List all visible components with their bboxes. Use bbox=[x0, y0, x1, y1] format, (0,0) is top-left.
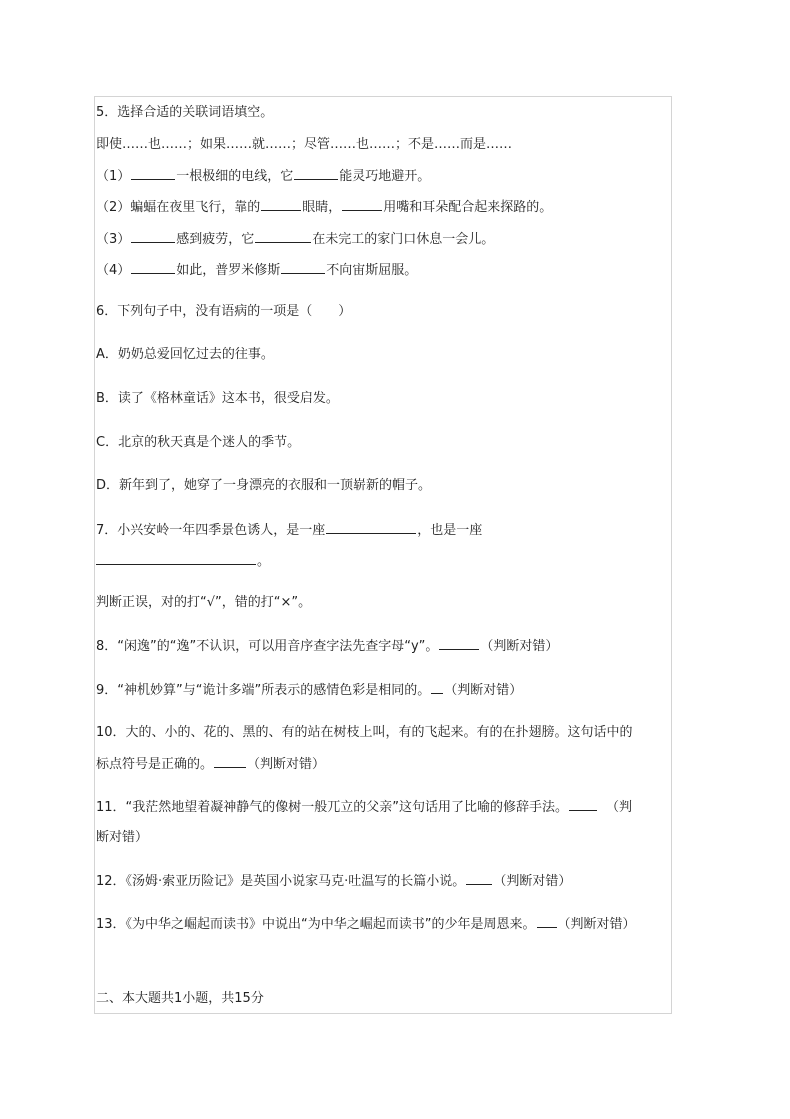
q5-word-bank: 即使……也……；如果……就……；尽管……也……；不是……而是…… bbox=[96, 137, 513, 152]
q5-item-4: （4） 如此，普罗米修斯 不向宙斯屈服。 bbox=[96, 263, 418, 278]
blank[interactable] bbox=[131, 167, 175, 180]
q8: 8．“闲逸”的“逸”不认识，可以用音序查字法先查字母“y”。 （判断对错） bbox=[96, 639, 559, 654]
q6-title: 6．下列句子中，没有语病的一项是（ ） bbox=[96, 304, 352, 319]
blank[interactable] bbox=[466, 872, 492, 885]
blank[interactable] bbox=[326, 521, 416, 534]
q7-line-2: 。 bbox=[96, 552, 270, 571]
blank[interactable] bbox=[294, 167, 338, 180]
q5-item-3: （3） 感到疲劳，它 在未完工的家门口休息一会儿。 bbox=[96, 232, 495, 247]
q12: 12．《汤姆·索亚历险记》是英国小说家马克·吐温写的长篇小说。 （判断对错） bbox=[96, 874, 572, 889]
blank[interactable] bbox=[255, 230, 311, 243]
blank[interactable] bbox=[439, 637, 479, 650]
blank[interactable] bbox=[96, 552, 256, 565]
q10-line-1: 10．大的、小的、花的、黑的、有的站在树枝上叫，有的飞起来。有的在扑翅膀。这句话中的 bbox=[96, 725, 633, 740]
blank[interactable] bbox=[261, 198, 301, 211]
q11-line-2: 断对错） bbox=[96, 830, 149, 845]
q7-line-1: 7．小兴安岭一年四季景色诱人，是一座 ，也是一座 bbox=[96, 523, 483, 538]
q5-item-1: （1） 一根极细的电线，它 能灵巧地避开。 bbox=[96, 169, 431, 184]
q11-line-1: 11．“我茫然地望着凝神静气的像树一般兀立的父亲”这句话用了比喻的修辞手法。 （判 bbox=[96, 800, 633, 815]
judge-heading: 判断正误，对的打“√”，错的打“×”。 bbox=[96, 595, 312, 610]
q9: 9．“神机妙算”与“诡计多端”所表示的感情色彩是相同的。 （判断对错） bbox=[96, 683, 523, 698]
q6-option-d: D．新年到了，她穿了一身漂亮的衣服和一顶崭新的帽子。 bbox=[96, 478, 432, 493]
blank[interactable] bbox=[537, 915, 557, 928]
q13: 13．《为中华之崛起而读书》中说出“为中华之崛起而读书”的少年是周恩来。 （判断对错） bbox=[96, 917, 636, 932]
blank[interactable] bbox=[281, 261, 325, 274]
q5-item-2: （2）蝙蝠在夜里飞行，靠的 眼睛， 用嘴和耳朵配合起来探路的。 bbox=[96, 200, 553, 215]
q10-line-2: 标点符号是正确的。 （判断对错） bbox=[96, 757, 326, 772]
blank[interactable] bbox=[131, 230, 175, 243]
q6-option-b: B．读了《格林童话》这本书，很受启发。 bbox=[96, 391, 339, 406]
section-2-heading: 二、本大题共1小题，共15分 bbox=[96, 991, 264, 1006]
blank[interactable] bbox=[431, 681, 443, 694]
blank[interactable] bbox=[342, 198, 382, 211]
blank[interactable] bbox=[569, 798, 597, 811]
q6-option-c: C．北京的秋天真是个迷人的季节。 bbox=[96, 435, 301, 450]
q6-option-a: A．奶奶总爱回忆过去的往事。 bbox=[96, 347, 274, 362]
q5-title: 5．选择合适的关联词语填空。 bbox=[96, 105, 274, 120]
blank[interactable] bbox=[214, 755, 246, 768]
blank[interactable] bbox=[131, 261, 175, 274]
